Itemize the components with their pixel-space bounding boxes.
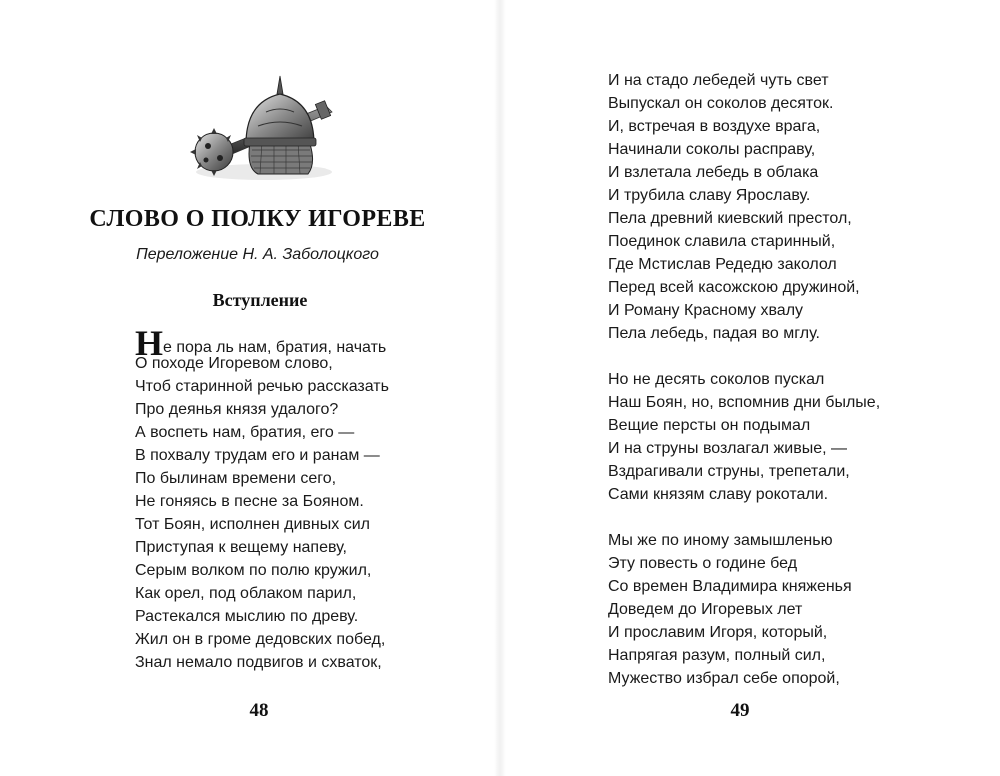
stanza-break [608,506,880,529]
verse-line: Чтоб старинной речью рассказать [135,378,389,395]
verse-line: Пела древний киевский престол, [608,210,852,227]
verse-line: Доведем до Игоревых лет [608,601,803,618]
verse-line: Тот Боян, исполнен дивных сил [135,516,370,533]
verse-line: И трубила славу Ярославу. [608,187,811,204]
verse-line: Мужество избрал себе опорой, [608,670,840,687]
page-number-right: 49 [730,700,750,721]
verse-line: И, встречая в воздухе врага, [608,118,821,135]
helmet-and-mace-illustration [186,72,336,186]
verse-line: Выпускал он соколов десяток. [608,95,834,112]
verse-line: Жил он в громе дедовских побед, [135,631,386,648]
verse-line: А воспеть нам, братия, его — [135,424,355,441]
verse-line: Поединок славила старинный, [608,233,836,250]
verse-line: Где Мстислав Редедю заколол [608,256,837,273]
stanza-break [608,345,880,368]
translator-subtitle: Переложение Н. А. Заболоцкого [136,246,379,263]
verse-line: Приступая к вещему напеву, [135,539,347,556]
verse-line: Но не десять соколов пускал [608,371,825,388]
verse-line: Перед всей касожскою дружиной, [608,279,860,296]
verse-line: И на стадо лебедей чуть свет [608,72,829,89]
section-heading: Вступление [212,290,308,310]
verse-left [135,323,389,674]
verse-line: Мы же по иному замышленью [608,532,833,549]
verse-line: Не гоняясь в песне за Бояном. [135,493,364,510]
verse-line: Пела лебедь, падая во мглу. [608,325,820,342]
verse-line: И Роману Красному хвалу [608,302,804,319]
verse-line: О походе Игоревом слово, [135,355,333,372]
verse-line: Эту повесть о године бед [608,555,798,572]
verse-line: Растекался мыслию по древу. [135,608,359,625]
verse-line: Знал немало подвигов и схваток, [135,654,382,671]
verse-first-line [135,323,389,363]
verse-line: Начинали соколы расправу, [608,141,816,158]
verse-line: Со времен Владимира княженья [608,578,852,595]
first-line-text: е пора ль нам, братия, начать [163,339,387,356]
verse-line: В похвалу трудам его и ранам — [135,447,380,464]
verse-line: Вещие персты он подымал [608,417,811,434]
verse-line: Наш Боян, но, вспомнив дни былые, [608,394,881,411]
verse-line: Серым волком по полю кружил, [135,562,372,579]
verse-line: И взлетала лебедь в облака [608,164,819,181]
drop-cap: Н [135,323,164,363]
right-page [500,0,1000,776]
verse-right [608,69,880,690]
poem-title: СЛОВО О ПОЛКУ ИГОРЕВЕ [89,206,426,232]
verse-line: Вздрагивали струны, трепетали, [608,463,850,480]
page-number-left: 48 [249,700,269,721]
verse-line: И прославим Игоря, который, [608,624,828,641]
verse-line: Про деянья князя удалого? [135,401,339,418]
verse-line: По былинам времени сего, [135,470,337,487]
verse-line: Сами князям славу рокотали. [608,486,829,503]
verse-line: Как орел, под облаком парил, [135,585,357,602]
verse-line: И на струны возлагал живые, — [608,440,847,457]
verse-line: Напрягая разум, полный сил, [608,647,826,664]
